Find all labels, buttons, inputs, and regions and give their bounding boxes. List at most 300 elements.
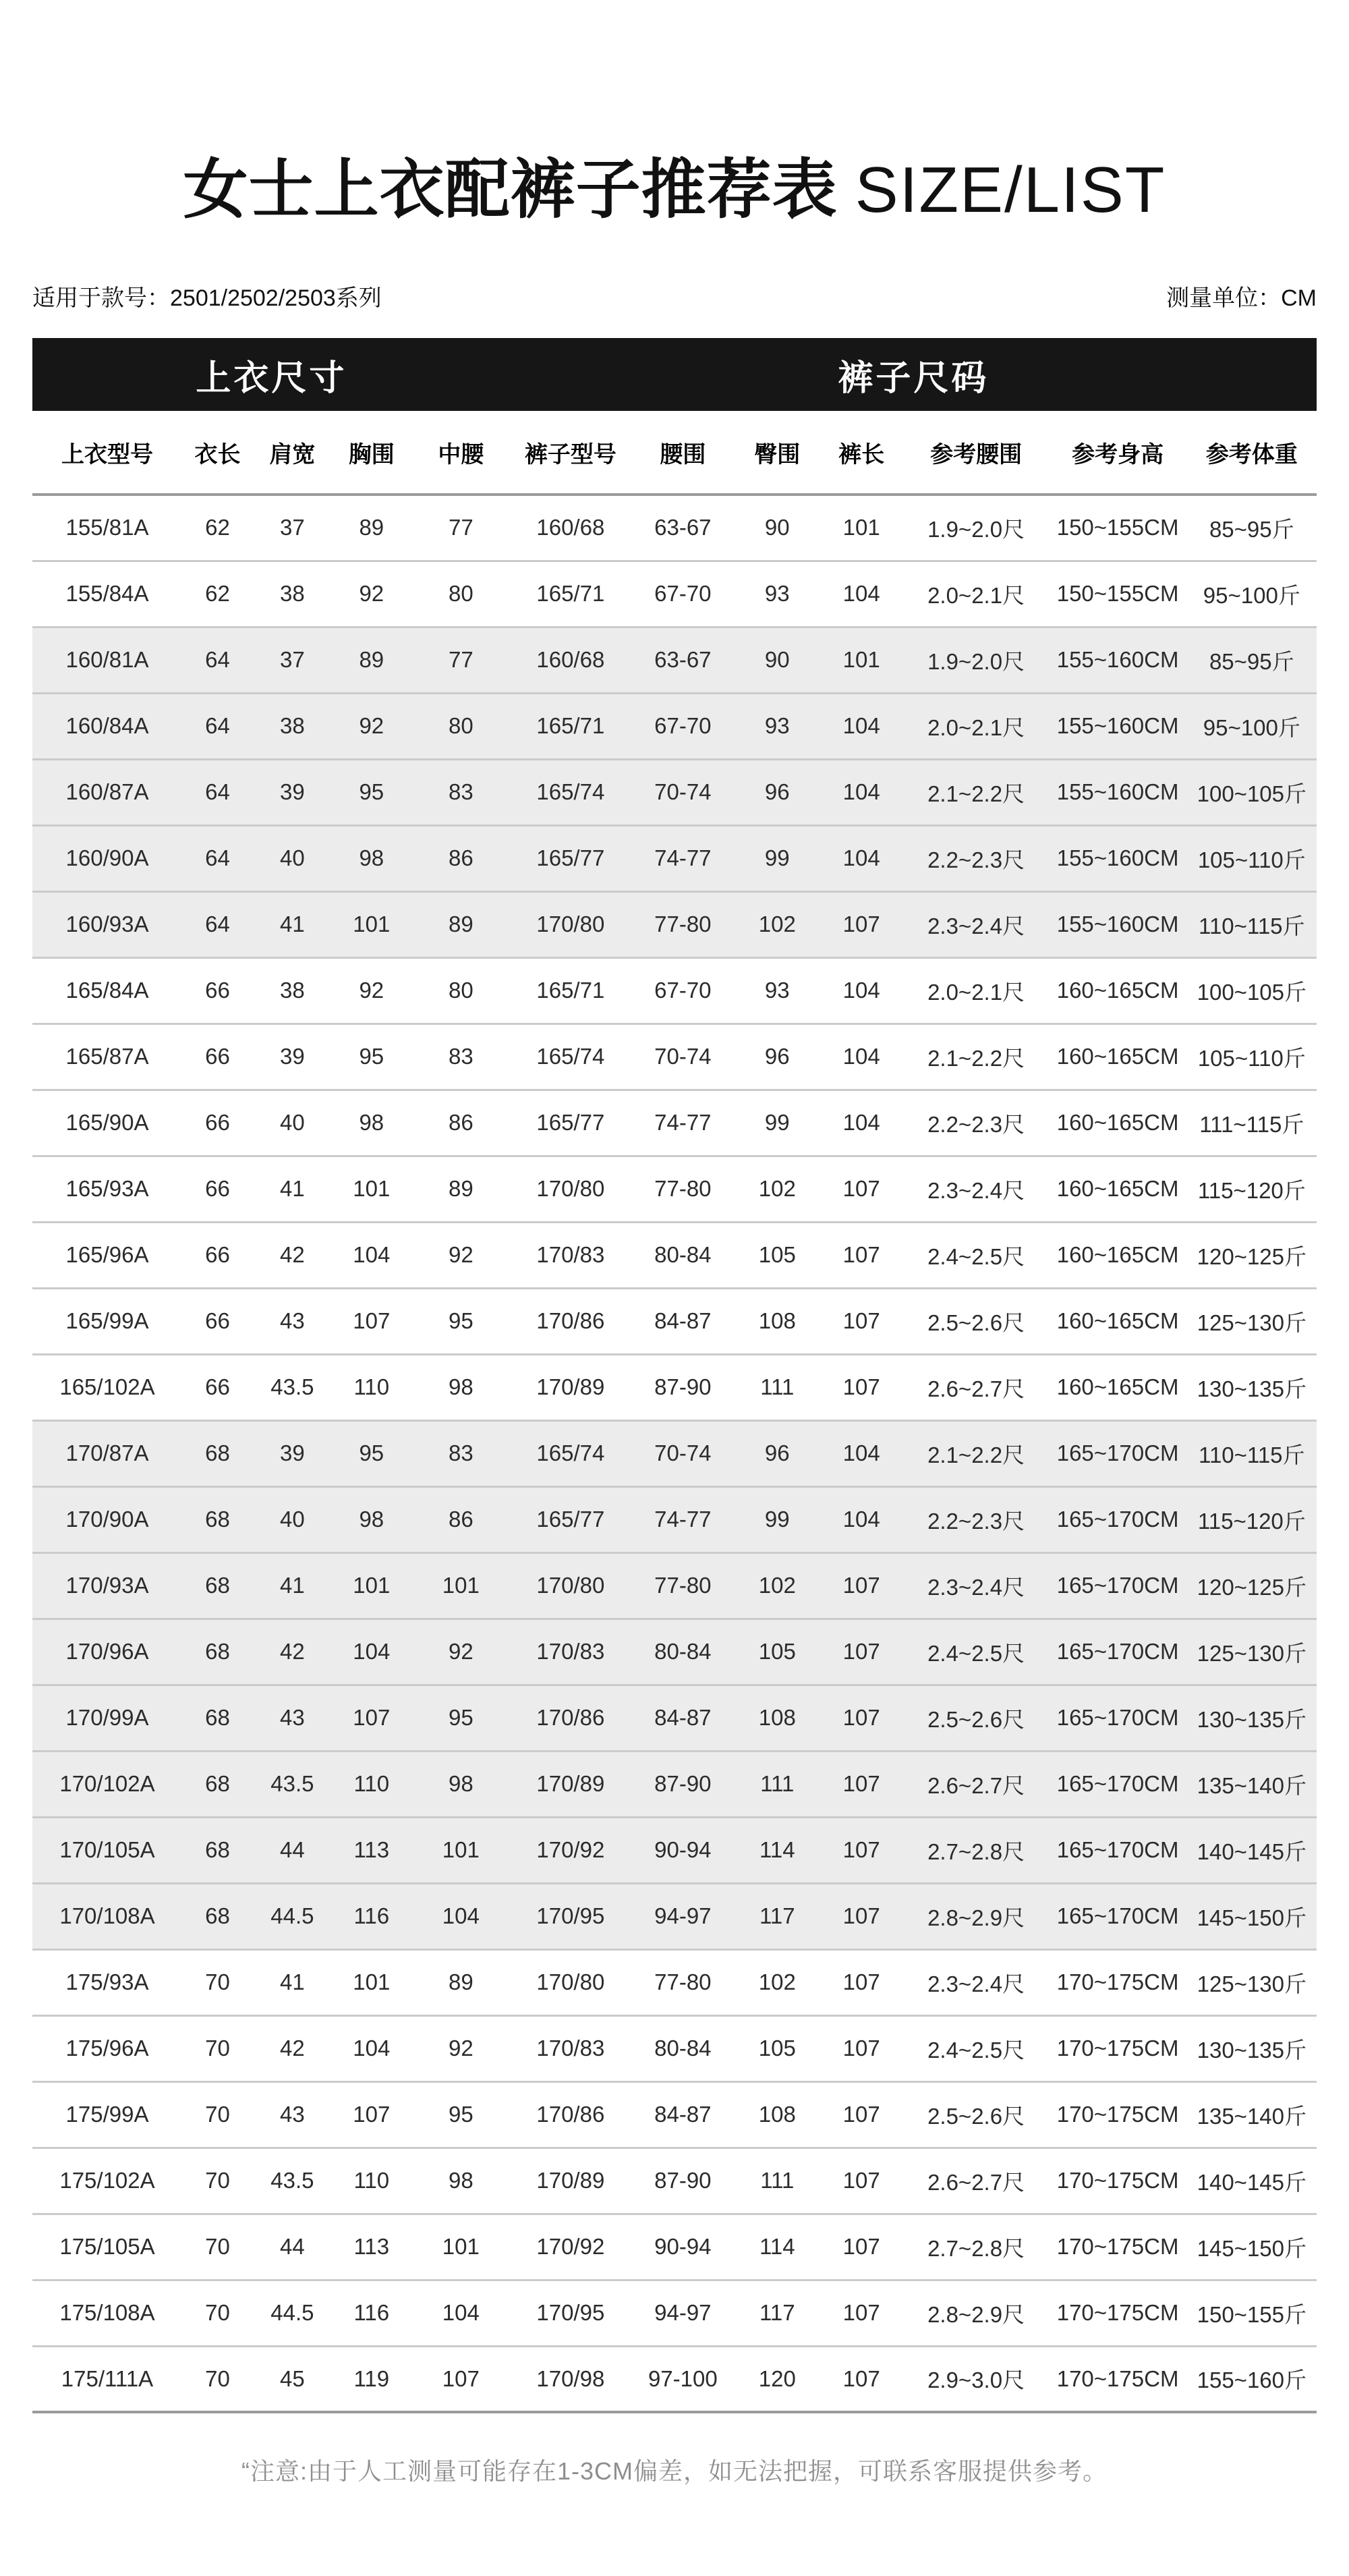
table-cell: 111 — [735, 1354, 820, 1420]
table-cell: 86 — [411, 1486, 511, 1552]
table-cell: 165/96A — [32, 1222, 182, 1288]
table-cell: 98 — [411, 1751, 511, 1817]
table-cell: 99 — [735, 1090, 820, 1156]
table-cell: 160/90A — [32, 825, 182, 891]
table-cell: 86 — [411, 825, 511, 891]
table-cell: 105 — [735, 1222, 820, 1288]
table-cell: 63-67 — [631, 627, 735, 693]
table-cell: 67-70 — [631, 561, 735, 627]
table-cell: 165/77 — [511, 1090, 631, 1156]
table-cell: 89 — [332, 627, 411, 693]
table-cell: 114 — [735, 1817, 820, 1883]
table-cell: 111~115斤 — [1187, 1090, 1317, 1156]
table-cell: 120~125斤 — [1187, 1222, 1317, 1288]
table-cell: 66 — [182, 1156, 253, 1222]
table-cell: 101 — [332, 1552, 411, 1619]
table-cell: 170/89 — [511, 2148, 631, 2214]
table-cell: 107 — [820, 2015, 904, 2081]
table-cell: 74-77 — [631, 1486, 735, 1552]
table-cell: 98 — [332, 825, 411, 891]
table-cell: 107 — [332, 2081, 411, 2148]
table-cell: 74-77 — [631, 1090, 735, 1156]
table-cell: 170/96A — [32, 1619, 182, 1685]
table-cell: 108 — [735, 1685, 820, 1751]
column-header: 参考腰围 — [904, 411, 1049, 495]
table-cell: 107 — [820, 1288, 904, 1354]
table-cell: 107 — [820, 1685, 904, 1751]
table-cell: 165~170CM — [1049, 1420, 1187, 1486]
table-row — [32, 1817, 1317, 1883]
table-cell: 105 — [735, 2015, 820, 2081]
table-cell: 92 — [332, 957, 411, 1024]
table-row — [32, 1156, 1317, 1222]
table-cell: 125~130斤 — [1187, 1619, 1317, 1685]
table-cell: 125~130斤 — [1187, 1288, 1317, 1354]
table-cell: 42 — [253, 1222, 332, 1288]
table-cell: 104 — [332, 1222, 411, 1288]
table-cell: 42 — [253, 2015, 332, 2081]
table-cell: 70 — [182, 2280, 253, 2346]
table-cell: 95~100斤 — [1187, 693, 1317, 759]
table-cell: 39 — [253, 759, 332, 825]
table-cell: 155~160斤 — [1187, 2346, 1317, 2412]
table-cell: 170/83 — [511, 1222, 631, 1288]
table-cell: 95 — [411, 1685, 511, 1751]
table-cell: 160~165CM — [1049, 1090, 1187, 1156]
table-cell: 101 — [411, 2214, 511, 2280]
table-cell: 170/105A — [32, 1817, 182, 1883]
section-header-row — [32, 338, 1317, 411]
table-cell: 64 — [182, 693, 253, 759]
table-cell: 62 — [182, 561, 253, 627]
table-cell: 170/80 — [511, 1156, 631, 1222]
table-cell: 68 — [182, 1751, 253, 1817]
table-row — [32, 495, 1317, 561]
table-cell: 89 — [411, 891, 511, 957]
table-cell: 95 — [332, 759, 411, 825]
table-cell: 105~110斤 — [1187, 1024, 1317, 1090]
table-cell: 93 — [735, 957, 820, 1024]
table-cell: 150~155CM — [1049, 495, 1187, 561]
column-header-row — [32, 411, 1317, 495]
table-cell: 175/93A — [32, 1949, 182, 2015]
table-cell: 68 — [182, 1420, 253, 1486]
table-cell: 170/92 — [511, 1817, 631, 1883]
table-cell: 170/89 — [511, 1751, 631, 1817]
column-header: 肩宽 — [253, 411, 332, 495]
table-cell: 80 — [411, 957, 511, 1024]
table-cell: 170/87A — [32, 1420, 182, 1486]
table-cell: 107 — [332, 1288, 411, 1354]
table-cell: 40 — [253, 825, 332, 891]
table-row — [32, 2214, 1317, 2280]
table-cell: 114 — [735, 2214, 820, 2280]
table-cell: 64 — [182, 891, 253, 957]
table-cell: 107 — [820, 1751, 904, 1817]
table-cell: 170/108A — [32, 1883, 182, 1949]
column-header: 参考身高 — [1049, 411, 1187, 495]
table-cell: 110 — [332, 1354, 411, 1420]
table-cell: 104 — [820, 1024, 904, 1090]
meta-row — [32, 279, 1317, 312]
table-cell: 68 — [182, 1685, 253, 1751]
table-cell: 155~160CM — [1049, 627, 1187, 693]
table-cell: 170~175CM — [1049, 1949, 1187, 2015]
table-cell: 105 — [735, 1619, 820, 1685]
page-title-english: SIZE/LIST — [855, 154, 1166, 226]
table-row — [32, 2015, 1317, 2081]
table-cell: 165~170CM — [1049, 1751, 1187, 1817]
table-cell: 170/95 — [511, 1883, 631, 1949]
table-cell: 94-97 — [631, 2280, 735, 2346]
table-cell: 170/83 — [511, 2015, 631, 2081]
table-cell: 104 — [332, 1619, 411, 1685]
footer-note: “注意:由于人工测量可能存在1-3CM偏差，如无法把握，可联系客服提供参考。 — [241, 2457, 1108, 2485]
table-cell: 62 — [182, 495, 253, 561]
table-cell: 119 — [332, 2346, 411, 2412]
table-cell: 41 — [253, 891, 332, 957]
table-cell: 165/77 — [511, 825, 631, 891]
table-cell: 77-80 — [631, 1156, 735, 1222]
table-cell: 113 — [332, 2214, 411, 2280]
table-cell: 95~100斤 — [1187, 561, 1317, 627]
table-cell: 80-84 — [631, 1222, 735, 1288]
table-cell: 2.2~2.3尺 — [904, 1486, 1049, 1552]
table-cell: 117 — [735, 1883, 820, 1949]
table-cell: 100~105斤 — [1187, 759, 1317, 825]
table-row — [32, 1751, 1317, 1817]
size-table — [32, 338, 1317, 2413]
table-cell: 41 — [253, 1156, 332, 1222]
table-row — [32, 1090, 1317, 1156]
table-cell: 108 — [735, 1288, 820, 1354]
table-cell: 170/92 — [511, 2214, 631, 2280]
table-row — [32, 1486, 1317, 1552]
table-cell: 92 — [332, 561, 411, 627]
table-cell: 67-70 — [631, 957, 735, 1024]
table-cell: 155/84A — [32, 561, 182, 627]
table-cell: 140~145斤 — [1187, 1817, 1317, 1883]
table-cell: 102 — [735, 1949, 820, 2015]
table-row — [32, 891, 1317, 957]
table-cell: 155~160CM — [1049, 825, 1187, 891]
table-cell: 130~135斤 — [1187, 2015, 1317, 2081]
table-cell: 107 — [820, 2280, 904, 2346]
table-cell: 170/80 — [511, 1949, 631, 2015]
table-cell: 38 — [253, 693, 332, 759]
table-cell: 104 — [820, 825, 904, 891]
table-cell: 80-84 — [631, 2015, 735, 2081]
measure-unit-label: 测量单位：CM — [1166, 285, 1317, 311]
table-cell: 84-87 — [631, 1685, 735, 1751]
table-cell: 120~125斤 — [1187, 1552, 1317, 1619]
table-cell: 107 — [820, 2081, 904, 2148]
table-cell: 96 — [735, 759, 820, 825]
page-title-chinese: 女士上衣配裤子推荐表 — [183, 154, 838, 226]
table-cell: 110 — [332, 2148, 411, 2214]
table-cell: 165/71 — [511, 561, 631, 627]
table-cell: 40 — [253, 1090, 332, 1156]
table-cell: 160/87A — [32, 759, 182, 825]
table-cell: 108 — [735, 2081, 820, 2148]
table-cell: 87-90 — [631, 1751, 735, 1817]
table-cell: 101 — [332, 1949, 411, 2015]
table-cell: 39 — [253, 1024, 332, 1090]
table-row — [32, 1552, 1317, 1619]
table-cell: 107 — [820, 1949, 904, 2015]
table-cell: 165~170CM — [1049, 1883, 1187, 1949]
table-cell: 120 — [735, 2346, 820, 2412]
table-cell: 2.1~2.2尺 — [904, 1420, 1049, 1486]
table-cell: 160~165CM — [1049, 1288, 1187, 1354]
table-cell: 170/98 — [511, 2346, 631, 2412]
column-header: 裤长 — [820, 411, 904, 495]
table-cell: 96 — [735, 1420, 820, 1486]
table-cell: 160~165CM — [1049, 1354, 1187, 1420]
table-cell: 107 — [820, 1619, 904, 1685]
table-cell: 111 — [735, 2148, 820, 2214]
table-cell: 63-67 — [631, 495, 735, 561]
table-cell: 175/111A — [32, 2346, 182, 2412]
table-cell: 40 — [253, 1486, 332, 1552]
table-cell: 2.2~2.3尺 — [904, 1090, 1049, 1156]
table-cell: 98 — [411, 1354, 511, 1420]
table-cell: 94-97 — [631, 1883, 735, 1949]
column-header: 臀围 — [735, 411, 820, 495]
table-cell: 70 — [182, 2015, 253, 2081]
table-cell: 2.3~2.4尺 — [904, 1552, 1049, 1619]
table-cell: 175/102A — [32, 2148, 182, 2214]
section-top-sizes: 上衣尺寸 — [32, 338, 511, 411]
table-cell: 92 — [332, 693, 411, 759]
table-cell: 101 — [332, 1156, 411, 1222]
table-cell: 107 — [820, 2214, 904, 2280]
table-cell: 107 — [820, 1156, 904, 1222]
table-row — [32, 1288, 1317, 1354]
table-cell: 165/102A — [32, 1354, 182, 1420]
table-cell: 38 — [253, 957, 332, 1024]
table-cell: 102 — [735, 1156, 820, 1222]
table-cell: 165/74 — [511, 1024, 631, 1090]
table-cell: 165/77 — [511, 1486, 631, 1552]
table-cell: 37 — [253, 495, 332, 561]
table-cell: 102 — [735, 1552, 820, 1619]
table-cell: 80 — [411, 693, 511, 759]
table-cell: 70-74 — [631, 1420, 735, 1486]
table-cell: 96 — [735, 1024, 820, 1090]
table-row — [32, 1222, 1317, 1288]
table-cell: 2.3~2.4尺 — [904, 1156, 1049, 1222]
table-cell: 116 — [332, 1883, 411, 1949]
table-cell: 90 — [735, 627, 820, 693]
table-cell: 92 — [411, 1222, 511, 1288]
table-cell: 101 — [411, 1552, 511, 1619]
table-cell: 2.7~2.8尺 — [904, 2214, 1049, 2280]
table-cell: 2.6~2.7尺 — [904, 2148, 1049, 2214]
table-cell: 44.5 — [253, 2280, 332, 2346]
table-cell: 160/68 — [511, 495, 631, 561]
table-row — [32, 2346, 1317, 2412]
applicable-models-label: 适用于款号：2501/2502/2503系列 — [32, 285, 382, 311]
column-header: 腰围 — [631, 411, 735, 495]
table-cell: 165~170CM — [1049, 1486, 1187, 1552]
table-cell: 43.5 — [253, 2148, 332, 2214]
table-cell: 97-100 — [631, 2346, 735, 2412]
table-cell: 101 — [332, 891, 411, 957]
table-cell: 170~175CM — [1049, 2280, 1187, 2346]
table-cell: 170/80 — [511, 1552, 631, 1619]
table-cell: 43 — [253, 2081, 332, 2148]
table-row — [32, 1024, 1317, 1090]
table-cell: 2.5~2.6尺 — [904, 1288, 1049, 1354]
table-cell: 87-90 — [631, 1354, 735, 1420]
table-cell: 113 — [332, 1817, 411, 1883]
table-cell: 74-77 — [631, 825, 735, 891]
table-cell: 2.4~2.5尺 — [904, 1619, 1049, 1685]
table-cell: 2.0~2.1尺 — [904, 693, 1049, 759]
table-cell: 83 — [411, 1420, 511, 1486]
table-cell: 175/105A — [32, 2214, 182, 2280]
table-cell: 155/81A — [32, 495, 182, 561]
table-row — [32, 2081, 1317, 2148]
table-cell: 165~170CM — [1049, 1817, 1187, 1883]
table-cell: 155~160CM — [1049, 891, 1187, 957]
table-cell: 104 — [820, 759, 904, 825]
table-cell: 77-80 — [631, 1552, 735, 1619]
table-cell: 175/99A — [32, 2081, 182, 2148]
table-cell: 170/90A — [32, 1486, 182, 1552]
table-cell: 66 — [182, 1288, 253, 1354]
table-cell: 43.5 — [253, 1751, 332, 1817]
table-row — [32, 2280, 1317, 2346]
table-row — [32, 957, 1317, 1024]
table-cell: 160/81A — [32, 627, 182, 693]
table-cell: 41 — [253, 1949, 332, 2015]
table-cell: 2.6~2.7尺 — [904, 1751, 1049, 1817]
table-cell: 170/99A — [32, 1685, 182, 1751]
table-cell: 110~115斤 — [1187, 891, 1317, 957]
table-cell: 104 — [820, 693, 904, 759]
table-row — [32, 627, 1317, 693]
table-cell: 99 — [735, 1486, 820, 1552]
table-cell: 107 — [820, 891, 904, 957]
table-cell: 64 — [182, 825, 253, 891]
table-cell: 95 — [411, 2081, 511, 2148]
table-cell: 70 — [182, 2081, 253, 2148]
table-cell: 66 — [182, 1354, 253, 1420]
column-header: 参考体重 — [1187, 411, 1317, 495]
table-cell: 170~175CM — [1049, 2346, 1187, 2412]
table-cell: 104 — [332, 2015, 411, 2081]
table-cell: 104 — [820, 1486, 904, 1552]
table-cell: 2.8~2.9尺 — [904, 2280, 1049, 2346]
table-cell: 107 — [820, 1222, 904, 1288]
table-cell: 160~165CM — [1049, 1024, 1187, 1090]
table-cell: 90 — [735, 495, 820, 561]
table-cell: 100~105斤 — [1187, 957, 1317, 1024]
table-cell: 107 — [820, 2346, 904, 2412]
table-cell: 165~170CM — [1049, 1552, 1187, 1619]
table-cell: 95 — [332, 1024, 411, 1090]
table-cell: 43.5 — [253, 1354, 332, 1420]
table-cell: 170/80 — [511, 891, 631, 957]
table-cell: 66 — [182, 1222, 253, 1288]
table-cell: 2.0~2.1尺 — [904, 561, 1049, 627]
table-cell: 43 — [253, 1685, 332, 1751]
table-cell: 89 — [332, 495, 411, 561]
table-cell: 70 — [182, 2214, 253, 2280]
table-cell: 44 — [253, 2214, 332, 2280]
table-cell: 170/89 — [511, 1354, 631, 1420]
table-cell: 135~140斤 — [1187, 1751, 1317, 1817]
table-cell: 67-70 — [631, 693, 735, 759]
table-cell: 85~95斤 — [1187, 495, 1317, 561]
table-row — [32, 1420, 1317, 1486]
table-row — [32, 825, 1317, 891]
column-header: 上衣型号 — [32, 411, 182, 495]
table-row — [32, 1883, 1317, 1949]
table-cell: 2.0~2.1尺 — [904, 957, 1049, 1024]
table-cell: 116 — [332, 2280, 411, 2346]
table-cell: 37 — [253, 627, 332, 693]
table-cell: 2.9~3.0尺 — [904, 2346, 1049, 2412]
table-cell: 2.7~2.8尺 — [904, 1817, 1049, 1883]
table-row — [32, 1354, 1317, 1420]
table-cell: 77 — [411, 495, 511, 561]
table-cell: 80-84 — [631, 1619, 735, 1685]
table-cell: 42 — [253, 1619, 332, 1685]
table-cell: 165/71 — [511, 693, 631, 759]
table-cell: 165~170CM — [1049, 1685, 1187, 1751]
table-cell: 155~160CM — [1049, 693, 1187, 759]
section-pants-sizes: 裤子尺码 — [511, 338, 1317, 411]
table-cell: 117 — [735, 2280, 820, 2346]
table-cell: 2.5~2.6尺 — [904, 1685, 1049, 1751]
table-cell: 93 — [735, 561, 820, 627]
table-cell: 110 — [332, 1751, 411, 1817]
table-cell: 2.3~2.4尺 — [904, 891, 1049, 957]
table-cell: 2.4~2.5尺 — [904, 1222, 1049, 1288]
table-cell: 2.8~2.9尺 — [904, 1883, 1049, 1949]
table-cell: 140~145斤 — [1187, 2148, 1317, 2214]
table-cell: 102 — [735, 891, 820, 957]
table-cell: 95 — [332, 1420, 411, 1486]
table-cell: 130~135斤 — [1187, 1354, 1317, 1420]
table-cell: 70 — [182, 1949, 253, 2015]
table-cell: 41 — [253, 1552, 332, 1619]
table-cell: 130~135斤 — [1187, 1685, 1317, 1751]
table-cell: 125~130斤 — [1187, 1949, 1317, 2015]
table-cell: 104 — [820, 1420, 904, 1486]
table-cell: 70 — [182, 2346, 253, 2412]
table-cell: 66 — [182, 1024, 253, 1090]
table-cell: 95 — [411, 1288, 511, 1354]
table-cell: 150~155斤 — [1187, 2280, 1317, 2346]
table-row — [32, 561, 1317, 627]
table-cell: 84-87 — [631, 1288, 735, 1354]
table-cell: 66 — [182, 957, 253, 1024]
table-cell: 165/87A — [32, 1024, 182, 1090]
table-cell: 175/96A — [32, 2015, 182, 2081]
table-cell: 2.1~2.2尺 — [904, 1024, 1049, 1090]
table-cell: 80 — [411, 561, 511, 627]
table-cell: 107 — [820, 1883, 904, 1949]
table-cell: 2.3~2.4尺 — [904, 1949, 1049, 2015]
table-cell: 150~155CM — [1049, 561, 1187, 627]
table-cell: 68 — [182, 1486, 253, 1552]
table-cell: 99 — [735, 825, 820, 891]
table-cell: 104 — [820, 561, 904, 627]
